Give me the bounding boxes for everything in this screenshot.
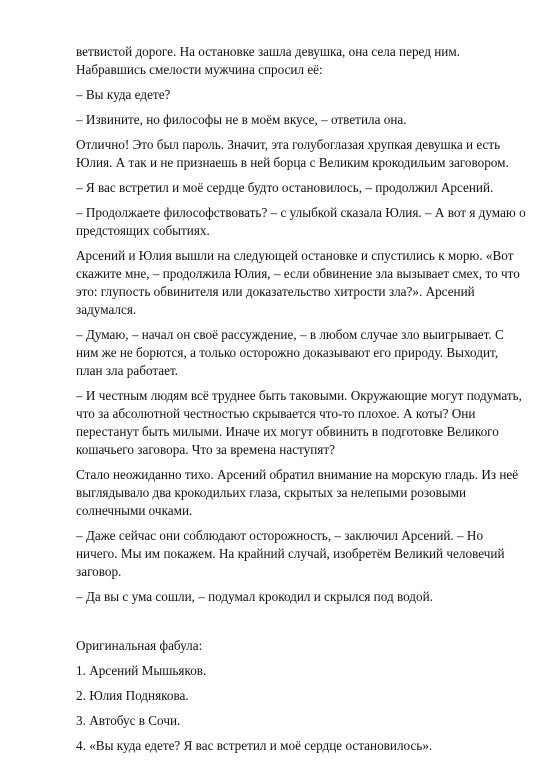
paragraph: – Извините, но философы не в моём вкусе, – ответила она.	[76, 112, 407, 127]
paragraph: ветвистой дороге. На остановке зашла девушка, она села перед ним. Набравшись смелости мужчина спросил её:	[76, 44, 460, 77]
paragraph: – Да вы с ума сошли, – подумал крокодил и скрылся под водой.	[76, 589, 433, 604]
paragraph: Отлично! Это был пароль. Значит, эта голубоглазая хрупкая девушка и есть Юлия. А так и не признаешь в ней борца с Великим крокодильим заговором.	[76, 137, 509, 170]
paragraph: – Я вас встретил и моё сердце будто остановилось, – продолжил Арсений.	[76, 180, 494, 195]
paragraph: Арсений и Юлия вышли на следующей остановке и спустились к морю. «Вот скажите мне, – продолжила Юлия, – если обвинение зла вызывает смех, то что это: глупость обвинителя или доказательство хитрости зла?». Арсений задумался.	[76, 248, 520, 317]
fabula-heading: Оригинальная фабула:	[76, 638, 203, 653]
paragraph: – Думаю, – начал он своё рассуждение, – в любом случае зло выигрывает. С ним же не борются, а только осторожно доказывают его природу. Выходит, план зла работает.	[76, 327, 504, 378]
fabula-list-item: 3. Автобус в Сочи.	[76, 713, 181, 728]
fabula-list-item: 4. «Вы куда едете? Я вас встретил и моё сердце остановилось».	[76, 738, 433, 753]
paragraph: – Вы куда едете?	[76, 87, 171, 102]
paragraph: – Продолжаете философствовать? – с улыбкой сказала Юлия. – А вот я думаю о предстоящих событиях.	[76, 205, 526, 238]
fabula-list-item: 1. Арсений Мышьяков.	[76, 663, 207, 678]
fabula-list-item: 2. Юлия Поднякова.	[76, 688, 189, 703]
text-column	[76, 43, 526, 762]
section-spacer	[76, 613, 526, 637]
paragraph: – Даже сейчас они соблюдают осторожность, – заключил Арсений. – Но ничего. Мы им покажем. На крайний случай, изобретём Великий человечий заговор.	[76, 528, 505, 579]
paragraph: Стало неожиданно тихо. Арсений обратил внимание на морскую гладь. Из неё выглядывало два крокодильих глаза, скрытых за нелепыми розовыми солнечными очками.	[76, 467, 519, 518]
paragraph: – И честным людям всё труднее быть таковыми. Окружающие могут подумать, что за абсолютной честностью скрывается что-то плохое. А коты? Они перестанут быть милыми. Иначе их могут обвинить в подготовке Великого кошачьего заговора. Что за времена наступят?	[76, 388, 522, 457]
